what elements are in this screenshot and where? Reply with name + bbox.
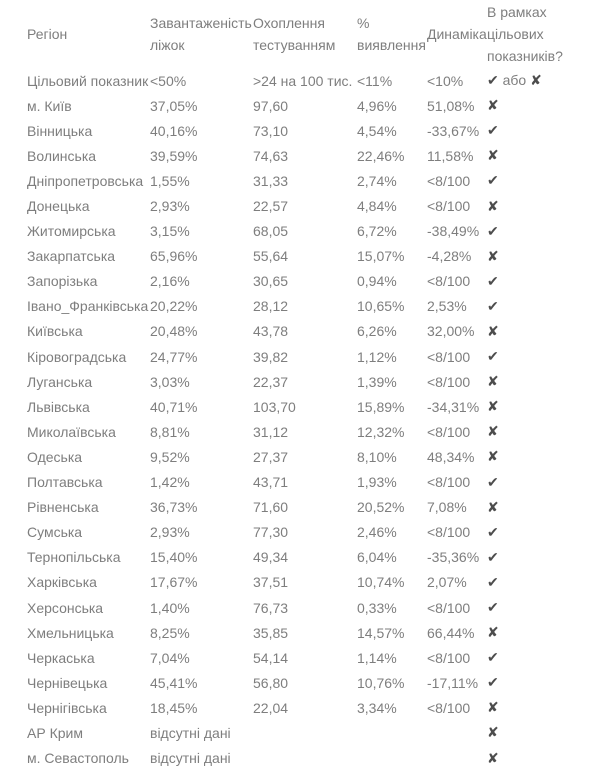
testing-cell: 31,12 <box>253 423 289 440</box>
table-row <box>27 394 601 419</box>
status-cell <box>487 143 601 168</box>
table-row <box>27 269 601 294</box>
status-mark-icon: ✔ <box>487 599 499 616</box>
status-cell <box>487 570 601 595</box>
testing-cell: 30,65 <box>253 273 289 290</box>
status-mark-icon: ✘ <box>487 373 499 390</box>
testing-cell: 68,05 <box>253 223 289 240</box>
status-cell <box>487 620 601 645</box>
detection-cell: 15,89% <box>357 398 405 415</box>
status-mark-icon: ✔ <box>487 297 499 314</box>
beds-cell: 1,55% <box>150 172 190 189</box>
status-mark-icon: ✔ <box>487 523 499 540</box>
col-header-region: Регіон <box>27 26 68 42</box>
testing-cell: 27,37 <box>253 448 289 465</box>
status-cell <box>487 319 601 344</box>
dynamics-cell: -34,31% <box>427 398 480 415</box>
region-cell: Луганська <box>27 373 93 390</box>
dynamics-cell: -35,36% <box>427 549 480 566</box>
region-cell: Тернопільська <box>27 549 121 566</box>
region-cell: АР Крим <box>27 724 83 741</box>
dynamics-cell: 51,08% <box>427 97 475 114</box>
region-cell: Донецька <box>27 198 90 215</box>
cross-icon: ✘ <box>530 72 542 89</box>
beds-cell: 40,16% <box>150 122 198 139</box>
table-row <box>27 444 601 469</box>
status-conjunction: або <box>502 72 527 89</box>
dynamics-cell: <8/100 <box>427 348 471 365</box>
beds-cell: 2,93% <box>150 524 190 541</box>
status-mark-icon: ✘ <box>487 724 499 741</box>
testing-cell: 35,85 <box>253 624 289 641</box>
target-dynamics-cell: <10% <box>427 72 464 89</box>
status-mark-icon: ✔ <box>487 122 499 139</box>
dynamics-cell: -17,11% <box>427 674 479 691</box>
beds-cell: 1,42% <box>150 474 190 491</box>
status-cell <box>487 720 601 745</box>
status-cell <box>487 470 601 495</box>
region-cell: Рівненська <box>27 499 99 516</box>
regions-table-body <box>27 93 601 771</box>
regions-table <box>27 0 601 771</box>
target-beds-cell: <50% <box>150 72 187 89</box>
status-cell <box>487 219 601 244</box>
beds-cell: 45,41% <box>150 674 198 691</box>
detection-cell: 6,26% <box>357 323 397 340</box>
beds-cell: 36,73% <box>150 499 198 516</box>
detection-cell: 3,34% <box>357 699 397 716</box>
status-mark-icon: ✘ <box>487 699 499 716</box>
detection-cell: 1,14% <box>357 649 397 666</box>
table-row <box>27 118 601 143</box>
table-row <box>27 168 601 193</box>
dynamics-cell: <8/100 <box>427 699 471 716</box>
dynamics-cell: <8/100 <box>427 599 471 616</box>
status-mark-icon: ✔ <box>487 473 499 490</box>
col-header-status: В рамках цільових показників? <box>487 4 563 64</box>
dynamics-cell: 48,34% <box>427 448 475 465</box>
detection-cell: 15,07% <box>357 248 405 265</box>
table-row <box>27 645 601 670</box>
region-cell: Кіровоградська <box>27 348 127 365</box>
dynamics-cell: -33,67% <box>427 122 480 139</box>
status-cell <box>487 369 601 394</box>
testing-cell: 22,57 <box>253 198 289 215</box>
status-mark-icon: ✔ <box>487 674 499 691</box>
table-row <box>27 193 601 218</box>
col-header-detection: % виявлення <box>357 15 426 53</box>
dynamics-cell: <8/100 <box>427 172 471 189</box>
testing-cell: 76,73 <box>253 599 289 616</box>
region-cell: Львівська <box>27 398 90 415</box>
detection-cell <box>357 720 427 745</box>
status-cell <box>487 93 601 118</box>
testing-cell: 39,82 <box>253 348 289 365</box>
testing-cell: 77,30 <box>253 524 289 541</box>
dynamics-cell: <8/100 <box>427 474 471 491</box>
col-header-dynamics: Динаміка <box>427 26 487 42</box>
beds-cell: 2,93% <box>150 198 190 215</box>
table-row <box>27 495 601 520</box>
detection-cell: 6,72% <box>357 223 397 240</box>
beds-cell: 9,52% <box>150 448 190 465</box>
status-mark-icon: ✔ <box>487 548 499 565</box>
beds-cell: 40,71% <box>150 398 198 415</box>
beds-cell: 39,59% <box>150 147 198 164</box>
region-cell: Волинська <box>27 147 97 164</box>
testing-cell: 49,34 <box>253 549 289 566</box>
status-mark-icon: ✘ <box>487 147 499 164</box>
testing-cell: 55,64 <box>253 248 289 265</box>
detection-cell: 0,33% <box>357 599 397 616</box>
status-mark-icon: ✘ <box>487 624 499 641</box>
dynamics-cell: <8/100 <box>427 373 471 390</box>
beds-cell: 1,40% <box>150 599 190 616</box>
table-row <box>27 294 601 319</box>
beds-cell: 15,40% <box>150 549 198 566</box>
detection-cell <box>357 746 427 771</box>
dynamics-cell: -38,49% <box>427 223 480 240</box>
dynamics-cell: 2,07% <box>427 574 467 591</box>
detection-cell: 4,54% <box>357 122 397 139</box>
detection-cell: 1,39% <box>357 373 397 390</box>
region-cell: Сумська <box>27 524 83 541</box>
header-row <box>27 0 601 68</box>
status-cell <box>487 520 601 545</box>
status-cell <box>487 645 601 670</box>
status-cell <box>487 244 601 269</box>
region-cell: Житомирська <box>27 223 116 240</box>
testing-cell <box>253 746 357 771</box>
check-icon: ✔ <box>487 72 499 89</box>
table-row <box>27 344 601 369</box>
status-mark-icon: ✘ <box>487 322 499 339</box>
region-cell: Івано_Франківська <box>27 298 149 315</box>
status-cell <box>487 545 601 570</box>
detection-cell: 22,46% <box>357 147 405 164</box>
dynamics-cell: 2,53% <box>427 298 467 315</box>
testing-cell: 22,04 <box>253 699 289 716</box>
status-mark-icon: ✔ <box>487 348 499 365</box>
table-row <box>27 570 601 595</box>
beds-cell: 3,15% <box>150 223 190 240</box>
testing-cell: 54,14 <box>253 649 289 666</box>
target-row-label: Цільовий показник <box>27 72 149 89</box>
table-row <box>27 695 601 720</box>
status-mark-icon: ✘ <box>487 197 499 214</box>
testing-cell: 37,51 <box>253 574 289 591</box>
status-cell <box>487 344 601 369</box>
beds-cell: 20,22% <box>150 298 198 315</box>
region-cell: Чернігівська <box>27 699 107 716</box>
detection-cell: 6,04% <box>357 549 397 566</box>
beds-cell: 24,77% <box>150 348 198 365</box>
table-row <box>27 93 601 118</box>
beds-cell: 8,81% <box>150 423 190 440</box>
region-cell: м. Севастополь <box>27 750 129 767</box>
status-cell <box>487 419 601 444</box>
table-row <box>27 620 601 645</box>
beds-cell: 3,03% <box>150 373 190 390</box>
table-row <box>27 470 601 495</box>
detection-cell: 12,32% <box>357 423 405 440</box>
status-mark-icon: ✘ <box>487 398 499 415</box>
beds-cell: 2,16% <box>150 273 190 290</box>
testing-cell: 71,60 <box>253 499 289 516</box>
table-row <box>27 545 601 570</box>
region-cell: Дніпропетровська <box>27 172 144 189</box>
detection-cell: 10,76% <box>357 674 405 691</box>
status-cell <box>487 269 601 294</box>
testing-cell: 103,70 <box>253 398 296 415</box>
testing-cell: 43,78 <box>253 323 289 340</box>
beds-cell: 8,25% <box>150 624 190 641</box>
status-mark-icon: ✔ <box>487 272 499 289</box>
region-cell: Херсонська <box>27 599 104 616</box>
status-cell <box>487 193 601 218</box>
status-mark-icon: ✘ <box>487 423 499 440</box>
testing-cell <box>253 720 357 745</box>
detection-cell: 2,74% <box>357 172 397 189</box>
region-cell: Київська <box>27 323 83 340</box>
dynamics-cell: 11,58% <box>427 147 474 164</box>
table-row <box>27 746 601 771</box>
beds-cell: відсутні дані <box>150 750 231 767</box>
beds-cell: 20,48% <box>150 323 198 340</box>
status-cell <box>487 118 601 143</box>
beds-cell: 65,96% <box>150 248 198 265</box>
detection-cell: 1,93% <box>357 474 397 491</box>
target-status-cell <box>487 68 601 93</box>
table-row <box>27 244 601 269</box>
beds-cell: відсутні дані <box>150 724 231 741</box>
target-indicator-row <box>27 68 601 93</box>
col-header-testing: Охоплення тестуванням <box>253 15 336 53</box>
target-testing-cell: >24 на 100 тис. <box>253 72 353 89</box>
region-cell: Хмельницька <box>27 624 114 641</box>
table-row <box>27 319 601 344</box>
dynamics-cell: <8/100 <box>427 273 471 290</box>
beds-cell: 37,05% <box>150 97 198 114</box>
table-row <box>27 143 601 168</box>
status-mark-icon: ✘ <box>487 97 499 114</box>
status-cell <box>487 670 601 695</box>
dynamics-cell: 66,44% <box>427 624 475 641</box>
status-mark-icon: ✘ <box>487 749 499 766</box>
detection-cell: 1,12% <box>357 348 397 365</box>
detection-cell: 14,57% <box>357 624 405 641</box>
dynamics-cell: 32,00% <box>427 323 475 340</box>
status-cell <box>487 294 601 319</box>
detection-cell: 8,10% <box>357 448 397 465</box>
testing-cell: 28,12 <box>253 298 289 315</box>
dynamics-cell: 7,08% <box>427 499 467 516</box>
region-cell: Закарпатська <box>27 248 116 265</box>
status-mark-icon: ✘ <box>487 247 499 264</box>
dynamics-cell <box>427 720 487 745</box>
beds-cell: 18,45% <box>150 699 198 716</box>
col-header-beds: Завантаженість ліжок <box>150 15 252 53</box>
dynamics-cell: -4,28% <box>427 248 472 265</box>
status-mark-icon: ✘ <box>487 498 499 515</box>
status-cell <box>487 444 601 469</box>
table-row <box>27 520 601 545</box>
region-cell: Миколаївська <box>27 423 116 440</box>
region-cell: Черкаська <box>27 649 95 666</box>
status-cell <box>487 168 601 193</box>
detection-cell: 10,74% <box>357 574 405 591</box>
region-cell: Полтавська <box>27 474 103 491</box>
testing-cell: 56,80 <box>253 674 289 691</box>
table-row <box>27 720 601 745</box>
testing-cell: 43,71 <box>253 474 289 491</box>
status-cell <box>487 695 601 720</box>
testing-cell: 31,33 <box>253 172 289 189</box>
table-row <box>27 369 601 394</box>
testing-cell: 73,10 <box>253 122 289 139</box>
detection-cell: 10,65% <box>357 298 405 315</box>
table-row <box>27 595 601 620</box>
region-cell: Харківська <box>27 574 97 591</box>
status-cell <box>487 595 601 620</box>
detection-cell: 4,84% <box>357 198 397 215</box>
region-cell: Одеська <box>27 448 83 465</box>
status-cell <box>487 746 601 771</box>
table-row <box>27 419 601 444</box>
dynamics-cell: <8/100 <box>427 524 471 541</box>
status-mark-icon: ✔ <box>487 649 499 666</box>
dynamics-cell: <8/100 <box>427 198 471 215</box>
status-cell <box>487 495 601 520</box>
detection-cell: 0,94% <box>357 273 397 290</box>
testing-cell: 22,37 <box>253 373 289 390</box>
status-mark-icon: ✔ <box>487 172 499 189</box>
region-cell: Чернівецька <box>27 674 108 691</box>
dynamics-cell <box>427 746 487 771</box>
detection-cell: 2,46% <box>357 524 397 541</box>
testing-cell: 74,63 <box>253 147 289 164</box>
target-detection-cell: <11% <box>357 72 393 89</box>
status-cell <box>487 394 601 419</box>
detection-cell: 20,52% <box>357 499 405 516</box>
table-row <box>27 219 601 244</box>
dynamics-cell: <8/100 <box>427 649 471 666</box>
detection-cell: 4,96% <box>357 97 397 114</box>
table-row <box>27 670 601 695</box>
region-cell: Вінницька <box>27 122 93 139</box>
region-cell: м. Київ <box>27 97 72 114</box>
status-mark-icon: ✔ <box>487 573 499 590</box>
status-mark-icon: ✘ <box>487 448 499 465</box>
region-cell: Запорізька <box>27 273 98 290</box>
beds-cell: 17,67% <box>150 574 198 591</box>
beds-cell: 7,04% <box>150 649 190 666</box>
status-mark-icon: ✔ <box>487 222 499 239</box>
dynamics-cell: <8/100 <box>427 423 471 440</box>
testing-cell: 97,60 <box>253 97 289 114</box>
